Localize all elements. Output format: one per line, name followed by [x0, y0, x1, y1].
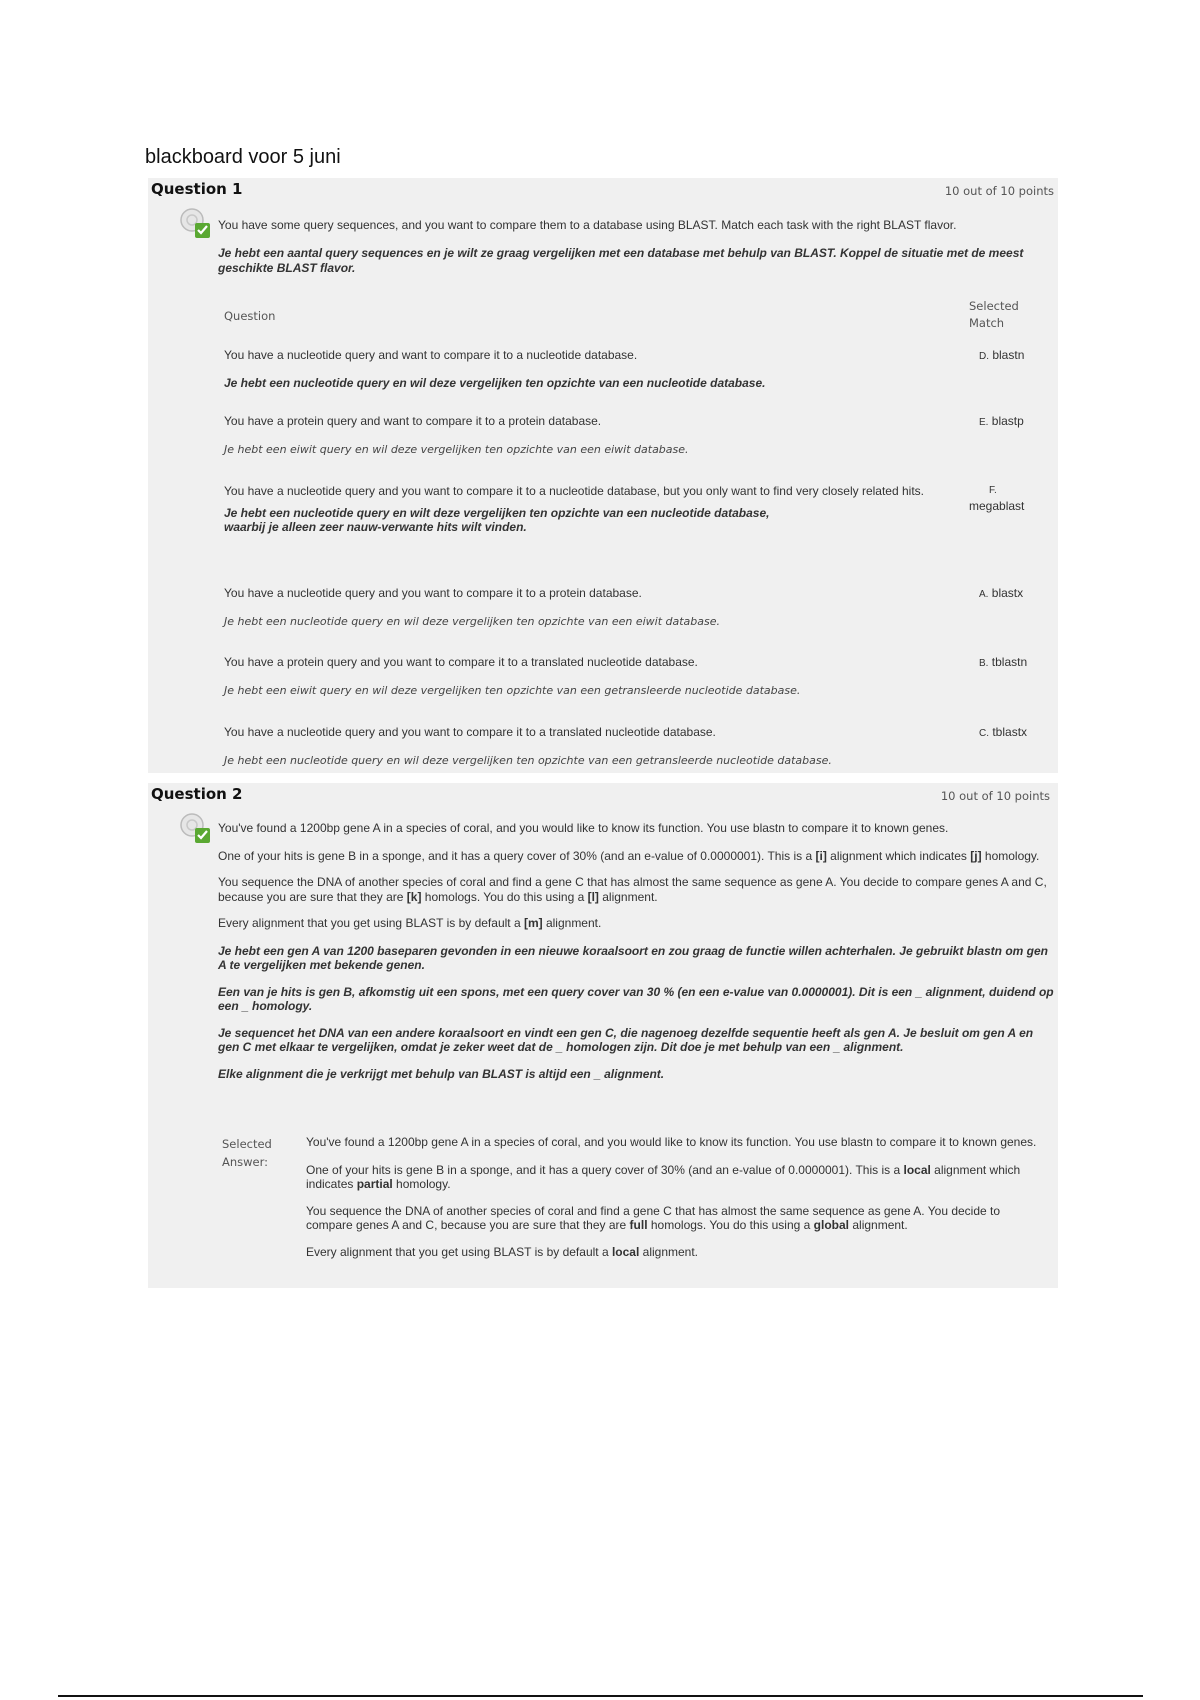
- match-question-nl: Je hebt een eiwit query en wil deze vergelijken ten opzichte van een getransleerde nucleotide database.: [224, 683, 801, 697]
- question-paragraph-nl: Je hebt een gen A van 1200 baseparen gevonden in een nieuwe koraalsoort en zou graag de functie willen achterhalen. Je gebruikt blastn om gen A te vergelijken met bekende genen.: [218, 943, 1048, 972]
- document-title: blackboard voor 5 juni: [145, 146, 341, 168]
- answer-paragraph: You've found a 1200bp gene A in a species of coral, and you would like to know its function. You use blastn to compare it to known genes.: [306, 1135, 1037, 1149]
- match-table: [224, 298, 1048, 768]
- match-question-nl: Je hebt een nucleotide query en wil deze vergelijken ten opzichte van een nucleotide database.: [224, 375, 766, 390]
- answer-paragraph: Every alignment that you get using BLAST is by default a local alignment.: [306, 1244, 699, 1259]
- question-body: [218, 821, 1054, 1081]
- page-divider: [58, 1695, 1143, 1697]
- question-paragraph-nl: Je sequencet het DNA van een andere koraalsoort en vindt een gen C, die nagenoeg dezelfde sequentie heeft als gen A. Je besluit om gen A en gen C met elkaar te vergelijken, omdat je zeker weet dat de _ homologen zijn. Dit doe je met behulp van een _ alignment.: [218, 1025, 1034, 1054]
- question-paragraph-nl: Een van je hits is gen B, afkomstig uit een spons, met een query cover van 30 % (en een e-value van 0.0000001). Dit is een _ alignment, duidend op een _ homology.: [218, 984, 1054, 1013]
- answer-paragraph: One of your hits is gene B in a sponge, and it has a query cover of 30% (and an e-value of 0.0000001). This is a local alignment which indicates partial homology.: [306, 1162, 1021, 1191]
- selected-match: D. blastn: [979, 348, 1025, 362]
- question-paragraph: Every alignment that you get using BLAST is by default a [m] alignment.: [218, 916, 602, 930]
- match-question-nl: Je hebt een eiwit query en wil deze vergelijken ten opzichte van een eiwit database.: [224, 442, 689, 456]
- column-header-selected-match: Selected Match: [969, 299, 1019, 330]
- column-header-question: Question: [224, 309, 276, 323]
- selected-match: E. blastp: [979, 414, 1024, 428]
- question-header: [148, 783, 1058, 805]
- question-points: 10 out of 10 points: [940, 789, 1050, 803]
- correct-check-icon: [178, 206, 212, 240]
- question-header: [148, 178, 1058, 200]
- question-points: 10 out of 10 points: [944, 184, 1054, 198]
- question-2-panel: [148, 783, 1058, 1288]
- match-question-en: You have a nucleotide query and you want to compare it to a translated nucleotide database.: [224, 725, 716, 739]
- question-paragraph: You've found a 1200bp gene A in a species of coral, and you would like to know its function. You use blastn to compare it to known genes.: [218, 821, 949, 835]
- selected-match: A. blastx: [979, 586, 1024, 600]
- match-question-en: You have a protein query and you want to compare it to a translated nucleotide database.: [224, 655, 698, 669]
- match-question-nl: Je hebt een nucleotide query en wil deze vergelijken ten opzichte van een getransleerde nucleotide database.: [224, 753, 832, 767]
- question-paragraph: One of your hits is gene B in a sponge, and it has a query cover of 30% (and an e-value of 0.0000001). This is a [i] alignment which indicates [j] homology.: [218, 848, 1040, 863]
- match-question-en: You have a nucleotide query and you want to compare it to a protein database.: [224, 586, 642, 600]
- match-question-en: You have a protein query and want to compare it to a protein database.: [224, 414, 602, 428]
- question-paragraph-nl: Elke alignment die je verkrijgt met behulp van BLAST is altijd een _ alignment.: [218, 1066, 665, 1081]
- question-1-panel: [148, 178, 1058, 773]
- correct-check-icon: [178, 811, 212, 845]
- selected-match: F. megablast: [969, 485, 1025, 513]
- match-question-nl: Je hebt een nucleotide query en wil deze vergelijken ten opzichte van een eiwit database.: [224, 614, 720, 628]
- answer-paragraph: You sequence the DNA of another species of coral and find a gene C that has almost the same sequence as gene A. You decide to compare genes A and C, because you are sure that they are full homologs. You do this using a global alignment.: [306, 1203, 1001, 1232]
- selected-match: B. tblastn: [979, 655, 1028, 669]
- question-paragraph: You sequence the DNA of another species of coral and find a gene C that has almost the same sequence as gene A. You decide to compare genes A and C, because you are sure that they are [k] homologs. You do this using a [l] alignment.: [218, 875, 1047, 904]
- selected-answer-label: Selected Answer:: [222, 1137, 272, 1169]
- question-prompt-nl: Je hebt een aantal query sequences en je wilt ze graag vergelijken met een database met behulp van BLAST. Koppel de situatie met de meest geschikte BLAST flavor.: [218, 246, 1024, 275]
- match-question-en: You have a nucleotide query and you want to compare it to a nucleotide database, but you only want to find very closely related hits.: [224, 484, 924, 498]
- question-prompt-en: You have some query sequences, and you want to compare them to a database using BLAST. Match each task with the right BLAST flavor.: [218, 218, 957, 232]
- match-question-en: You have a nucleotide query and want to compare it to a nucleotide database.: [224, 348, 638, 362]
- question-title: Question 2: [151, 785, 243, 803]
- selected-answer: [306, 1135, 1038, 1259]
- selected-match: C. tblastx: [979, 725, 1028, 739]
- match-question-nl: Je hebt een nucleotide query en wilt deze vergelijken ten opzichte van een nucleotide database, waarbij je alleen zeer nauw-verwante hits wilt vinden.: [224, 505, 770, 534]
- question-title: Question 1: [151, 180, 243, 198]
